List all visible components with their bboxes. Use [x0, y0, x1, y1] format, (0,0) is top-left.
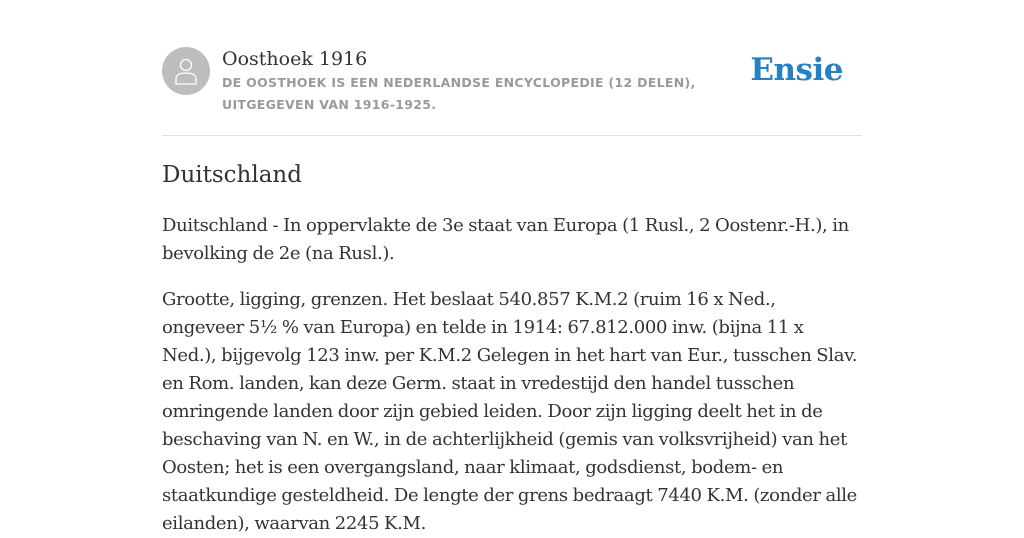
article [162, 158, 862, 538]
ensie-logo[interactable]: Ensie [750, 52, 843, 88]
article-paragraph: Duitschland - In oppervlakte de 3e staat van Europa (1 Rusl., 2 Oostenr.-H.), in bevolking de 2e (na Rusl.). [162, 215, 849, 264]
source-title[interactable]: Oosthoek 1916 [222, 48, 368, 70]
user-icon [174, 57, 198, 85]
article-paragraph: Grootte, ligging, grenzen. Het beslaat 540.857 K.M.2 (ruim 16 x Ned., ongeveer 5½ % van Europa) en telde in 1914: 67.812.000 inw. (bijna 11 x Ned.), bijgevolg 123 inw. per K.M.2 Gelegen in het hart van Eur., tusschen Slav. en Rom. landen, kan deze Germ. staat in vredestijd den handel tusschen omringende landen door zijn gebied leiden. Door zijn ligging deelt het in de beschaving van N. en W., in de achterlijkheid (gemis van volksvrijheid) van het Oosten; het is een overgangsland, naar klimaat, godsdienst, bodem- en staatkundige gesteldheid. De lengte der grens bedraagt 7440 K.M. (zonder alle eilanden), waarvan 2245 K.M. [162, 289, 858, 534]
avatar[interactable] [162, 47, 210, 95]
article-title: Duitschland [162, 162, 302, 188]
source-description: DE OOSTHOEK IS EEN NEDERLANDSE ENCYCLOPEDIE (12 DELEN), UITGEGEVEN VAN 1916-1925. [222, 75, 696, 112]
source-header [162, 44, 862, 136]
